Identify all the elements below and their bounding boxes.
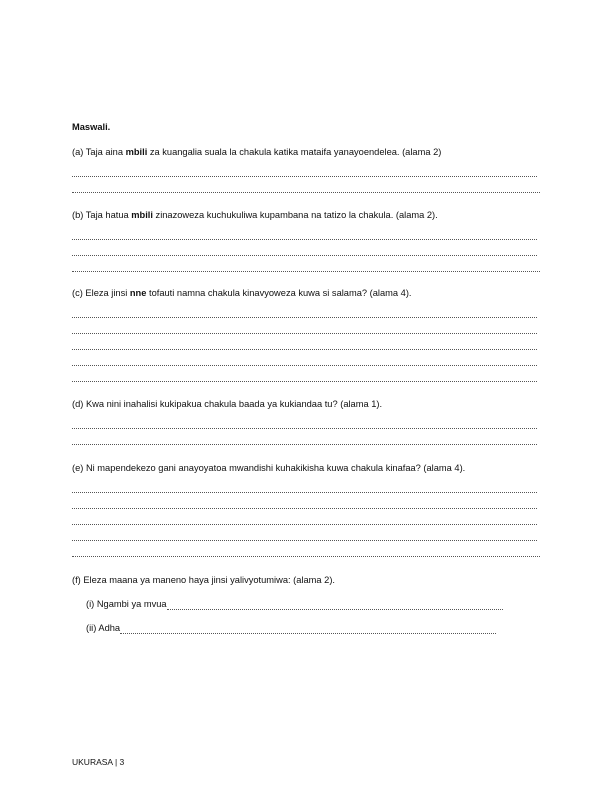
- answer-line[interactable]: [72, 492, 537, 493]
- answer-line[interactable]: [72, 540, 537, 541]
- answer-line[interactable]: [72, 192, 540, 193]
- answer-line[interactable]: [72, 508, 537, 509]
- answer-line[interactable]: [72, 365, 537, 366]
- answer-line[interactable]: [72, 317, 537, 318]
- question-d: (d) Kwa nini inahalisi kukipakua chakula baada ya kukiandaa tu? (alama 1).: [72, 399, 383, 409]
- question-text: zinazoweza kuchukuliwa kupambana na tatizo la chakula. (alama 2).: [152, 210, 438, 220]
- emphasis: mbili: [131, 210, 153, 220]
- emphasis: mbili: [125, 147, 148, 157]
- question-e: (e) Ni mapendekezo gani anayoyatoa mwandishi kuhakikisha kuwa chakula kinafaa? (alama 4).: [72, 463, 466, 473]
- question-text: (b) Taja hatua: [72, 210, 132, 220]
- question-text: tofauti namna chakula kinavyoweza kuwa si salama? (alama 4).: [146, 288, 412, 298]
- answer-line[interactable]: [72, 239, 537, 240]
- answer-line[interactable]: [72, 255, 537, 256]
- emphasis: nne: [129, 288, 147, 298]
- answer-line[interactable]: [72, 444, 537, 445]
- answer-line[interactable]: [72, 556, 540, 557]
- section-heading: Maswali.: [72, 122, 111, 132]
- answer-line[interactable]: [72, 176, 537, 177]
- question-text: (c) Eleza jinsi: [72, 288, 130, 298]
- answer-line[interactable]: [167, 601, 503, 610]
- answer-line[interactable]: [72, 524, 537, 525]
- answer-line[interactable]: [72, 381, 537, 382]
- question-b: [72, 209, 438, 221]
- page-footer: UKURASA | 3: [72, 757, 125, 767]
- question-c: [72, 287, 412, 299]
- answer-line[interactable]: [72, 349, 537, 350]
- answer-line[interactable]: [72, 333, 537, 334]
- question-f-i: [86, 598, 503, 610]
- answer-line[interactable]: [72, 428, 537, 429]
- answer-line[interactable]: [72, 271, 540, 272]
- question-f-ii: [86, 622, 496, 634]
- question-text: (a) Taja aina: [72, 147, 126, 157]
- question-a: [72, 146, 441, 158]
- sub-question-text: (ii) Adha: [86, 623, 121, 633]
- sub-question-text: (i) Ngambi ya mvua: [86, 599, 167, 609]
- question-text: za kuangalia suala la chakula katika mataifa yanayoendelea. (alama 2): [147, 147, 442, 157]
- answer-line[interactable]: [120, 625, 496, 634]
- question-f: (f) Eleza maana ya maneno haya jinsi yalivyotumiwa: (alama 2).: [72, 575, 336, 585]
